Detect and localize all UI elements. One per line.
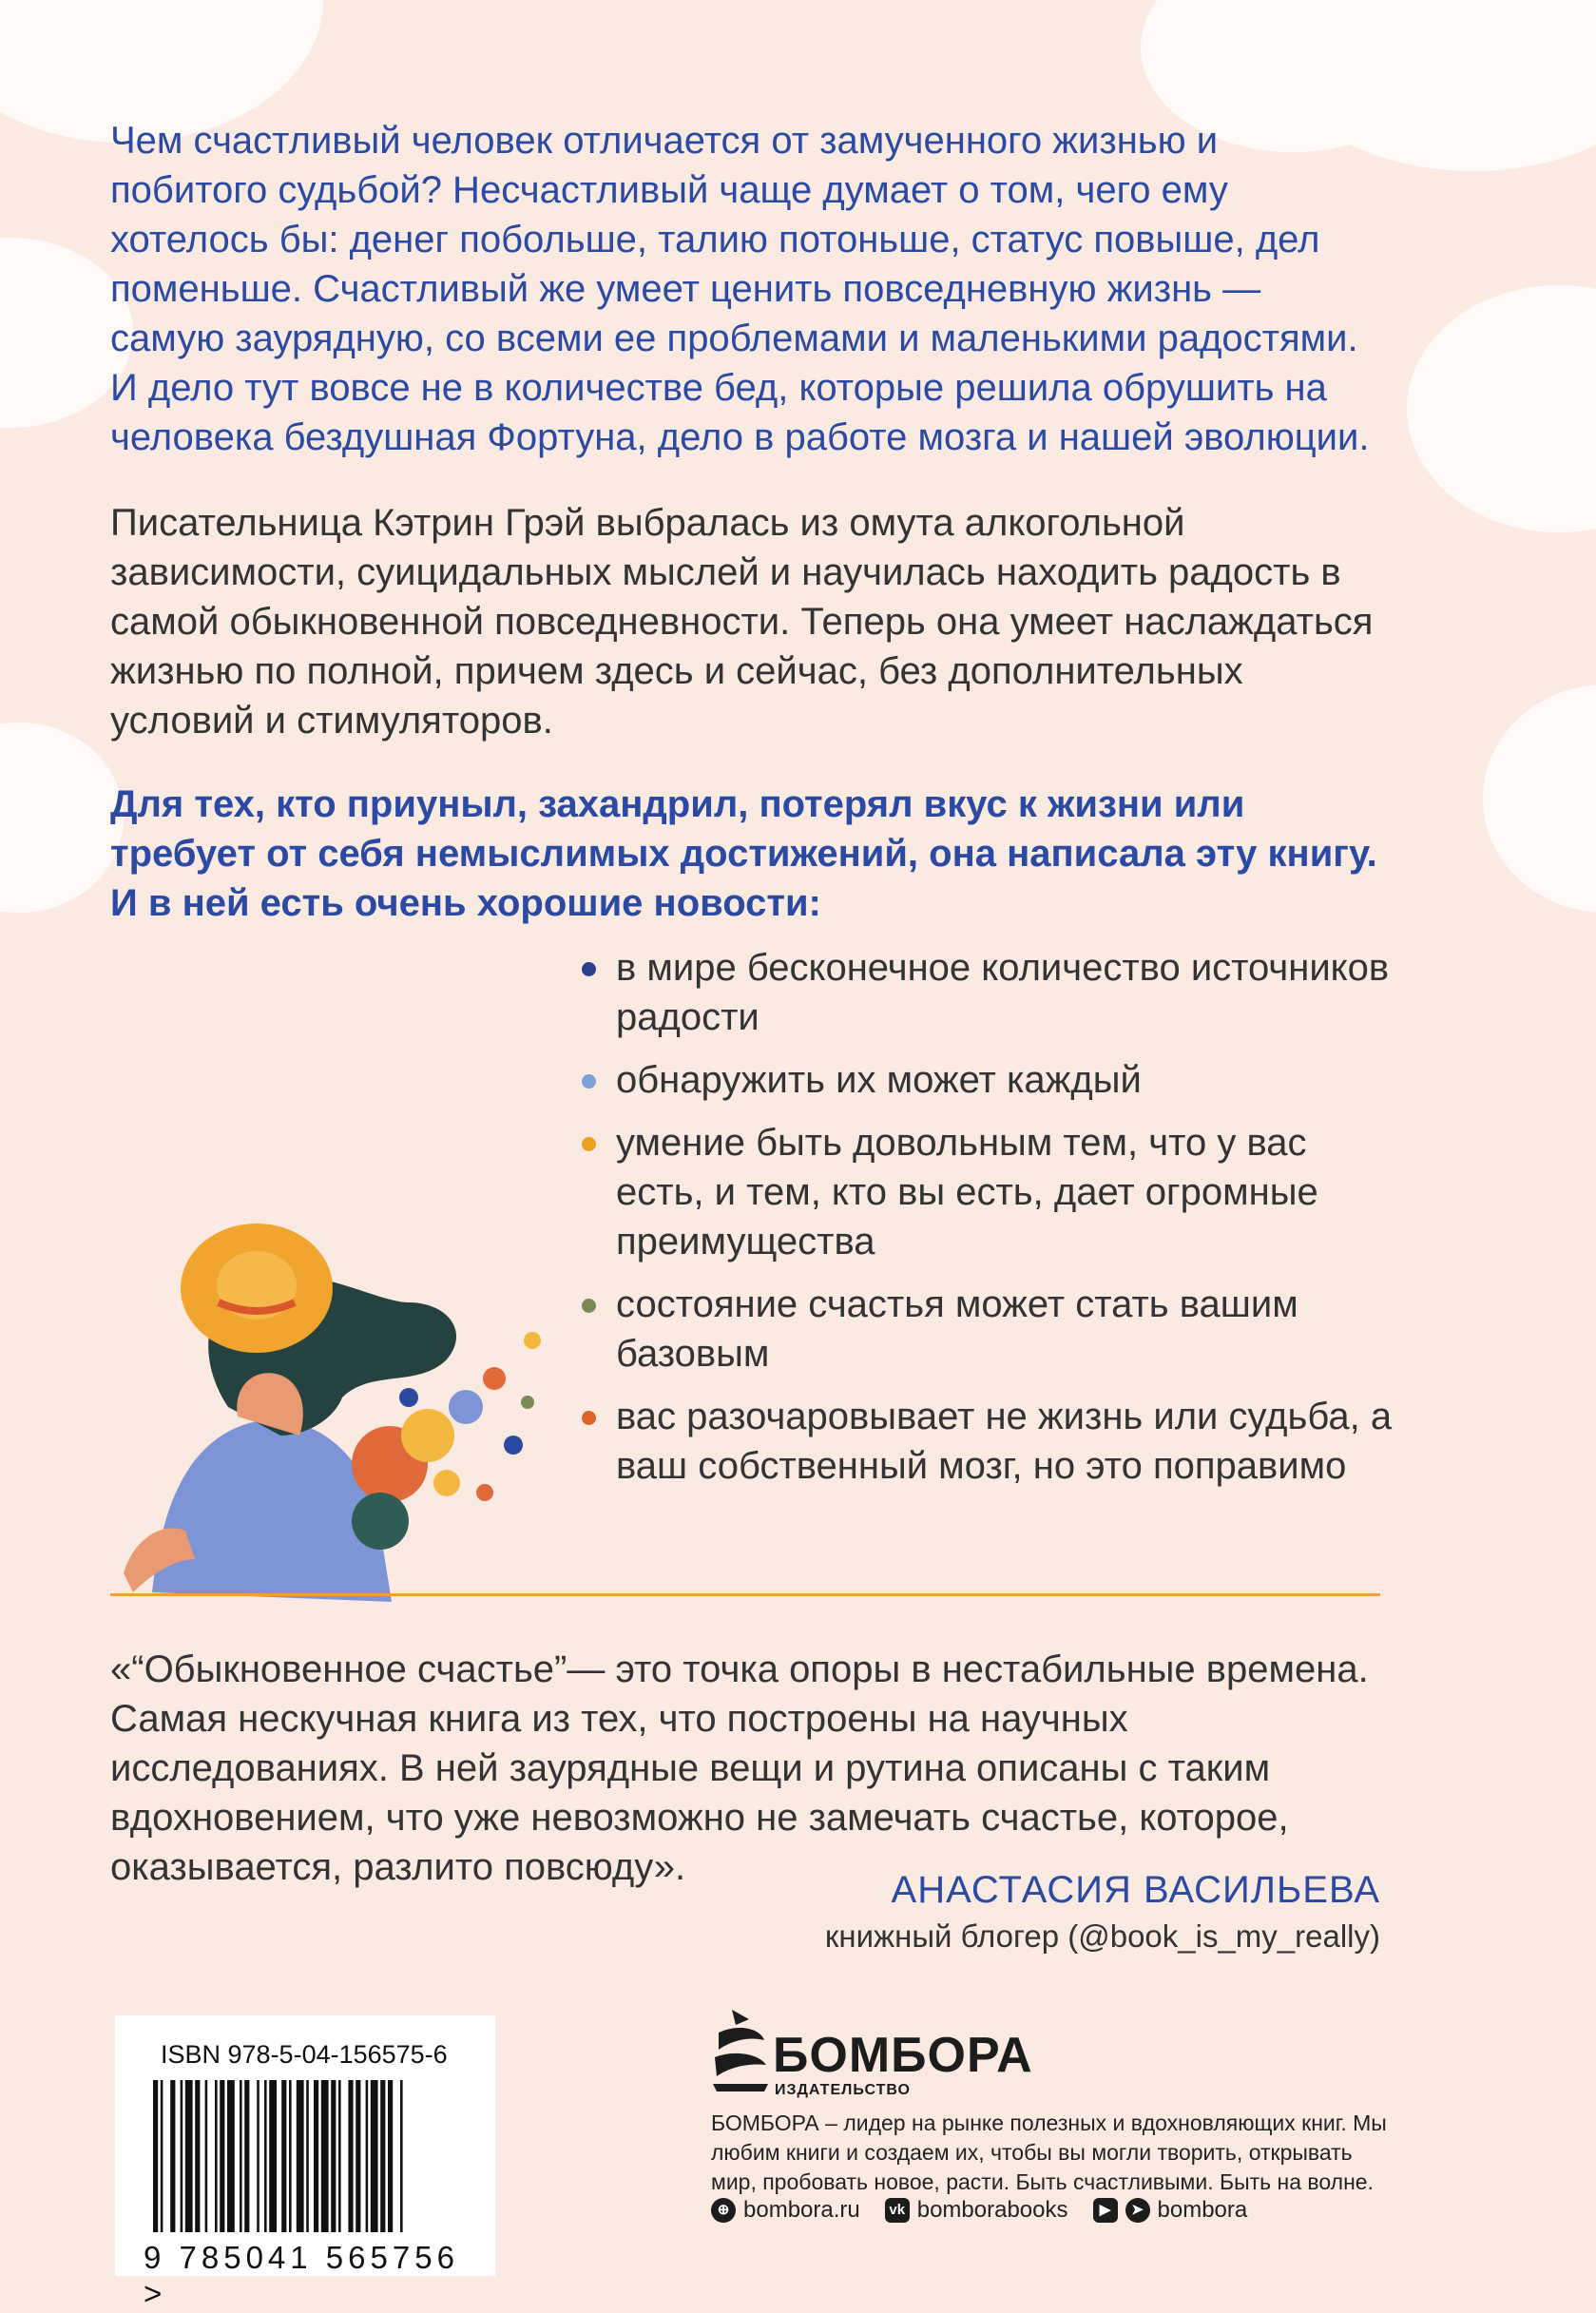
barcode-block — [115, 2015, 495, 2311]
bullet-dot — [582, 1137, 596, 1151]
background-cloud — [1483, 684, 1596, 913]
list-item: умение быть довольным тем, что у вас есть, и тем, кто вы есть, дает огромные преимущества — [582, 1118, 1399, 1266]
barcode-bar — [321, 2080, 329, 2232]
barcode-bar — [388, 2080, 393, 2232]
vk-icon: vk — [885, 2198, 910, 2223]
barcode-bar — [366, 2080, 369, 2232]
barcode-bar — [240, 2080, 242, 2232]
list-item: вас разочаровывает не жизнь или судьба, а ваш собственный мозг, но это поправимо — [582, 1392, 1399, 1491]
publisher-logo-subtitle: ИЗДАТЕЛЬСТВО — [775, 2082, 911, 2098]
barcode-bar — [227, 2080, 235, 2232]
barcode-bar — [338, 2080, 341, 2232]
globe-icon: ⊕ — [711, 2198, 736, 2223]
barcode-bar — [257, 2080, 260, 2232]
bullet-dot — [582, 1074, 596, 1089]
barcode-bar — [170, 2080, 175, 2232]
barcode-bar — [297, 2080, 304, 2232]
background-cloud — [1407, 285, 1596, 532]
barcode-bar — [264, 2080, 267, 2232]
intro-paragraph: Чем счастливый человек отличается от замученного жизнью и побитого судьбой? Несчастливый чаще думает о том, чего ему хотелось бы: денег побольше, талию потоньше, статус повыше, дел поменьше. Счастливый же умеет ценить повседневную жизнь — самую заурядную, со всеми ее проблемами и маленькими радостями. И дело тут вовсе не в количестве бед, которые решила обрушить на человека бездушная Фортуна, дело в работе мозга и нашей эволюции. — [110, 120, 1370, 458]
bullet-dot — [582, 962, 596, 976]
list-item: в мире бесконечное количество источников радости — [582, 943, 1399, 1042]
barcode-image — [149, 2080, 463, 2237]
barcode-bar — [331, 2080, 336, 2232]
barcode-bar — [205, 2080, 208, 2232]
quote-author: АНАСТАСИЯ ВАСИЛЬЕВА — [891, 1869, 1380, 1911]
barcode-bar — [153, 2080, 158, 2232]
telegram-icon: ➤ — [1125, 2198, 1150, 2223]
good-news-list — [582, 943, 1399, 1504]
highlight-paragraph: Для тех, кто приуныл, захандрил, потерял вкус к жизни или требует от себя немыслимых достижений, она написала эту книгу. И в ней есть очень хорошие новости: — [110, 783, 1377, 924]
bombora-logo-icon — [711, 2008, 770, 2093]
publisher-description: БОМБОРА – лидер на рынке полезных и вдохновляющих книг. Мы любим книги и создаем их, чтобы вы могли творить, открывать мир, пробовать новое, расти. Быть счастливыми. Быть на волне. — [711, 2111, 1387, 2194]
barcode-bar — [195, 2080, 200, 2232]
barcode-bar — [348, 2080, 353, 2232]
barcode-bar — [314, 2080, 318, 2232]
publisher-links — [711, 2197, 1247, 2224]
barcode-bar — [244, 2080, 249, 2232]
youtube-icon: ▶ — [1093, 2198, 1118, 2223]
review-quote: «“Обыкновенное счастье”— это точка опоры в нестабильные времена. Самая нескучная книга из тех, что построены на научных исследованиях. В ней заурядные вещи и рутина описаны с таким вдохновением, что уже невозможно не замечать счастье, которое, оказывается, разлито повсюду». — [110, 1648, 1369, 1888]
list-item: состояние счастья может стать вашим базовым — [582, 1280, 1399, 1378]
barcode-bar — [281, 2080, 286, 2232]
background-cloud — [0, 723, 124, 913]
divider — [110, 1593, 1380, 1596]
bullet-dot — [582, 1299, 596, 1313]
barcode-bar — [400, 2080, 403, 2232]
link-website[interactable]: ⊕ bombora.ru — [711, 2197, 860, 2224]
isbn-text: ISBN 978-5-04-156575-6 — [161, 2040, 448, 2069]
barcode-bar — [269, 2080, 277, 2232]
link-social[interactable]: ▶ ➤ bombora — [1093, 2197, 1248, 2224]
barcode-bar — [215, 2080, 218, 2232]
barcode-bar — [371, 2080, 378, 2232]
link-vk[interactable]: vk bomborabooks — [885, 2197, 1068, 2224]
author-paragraph: Писательница Кэтрин Грэй выбралась из омута алкогольной зависимости, суицидальных мыслей и научилась находить радость в самой обыкновенной повседневности. Теперь она умеет наслаждаться жизнью по полной, причем здесь и сейчас, без дополнительных условий и стимуляторов. — [110, 502, 1374, 742]
publisher-logo-name: БОМБОРА — [773, 2028, 1033, 2083]
bullet-dot — [582, 1411, 596, 1425]
barcode-bar — [161, 2080, 163, 2232]
barcode-digits: 9 785041 565756 > — [144, 2240, 459, 2311]
barcode-bar — [185, 2080, 193, 2232]
quote-author-role: книжный блогер (@book_is_my_really) — [824, 1918, 1380, 1954]
barcode-bar — [380, 2080, 385, 2232]
list-item: обнаружить их может каждый — [582, 1055, 1399, 1105]
barcode-bar — [356, 2080, 360, 2232]
barcode-bar — [289, 2080, 292, 2232]
barcode-bar — [306, 2080, 309, 2232]
woman-illustration — [95, 1217, 589, 1616]
barcode-bar — [220, 2080, 224, 2232]
barcode-bar — [181, 2080, 183, 2232]
